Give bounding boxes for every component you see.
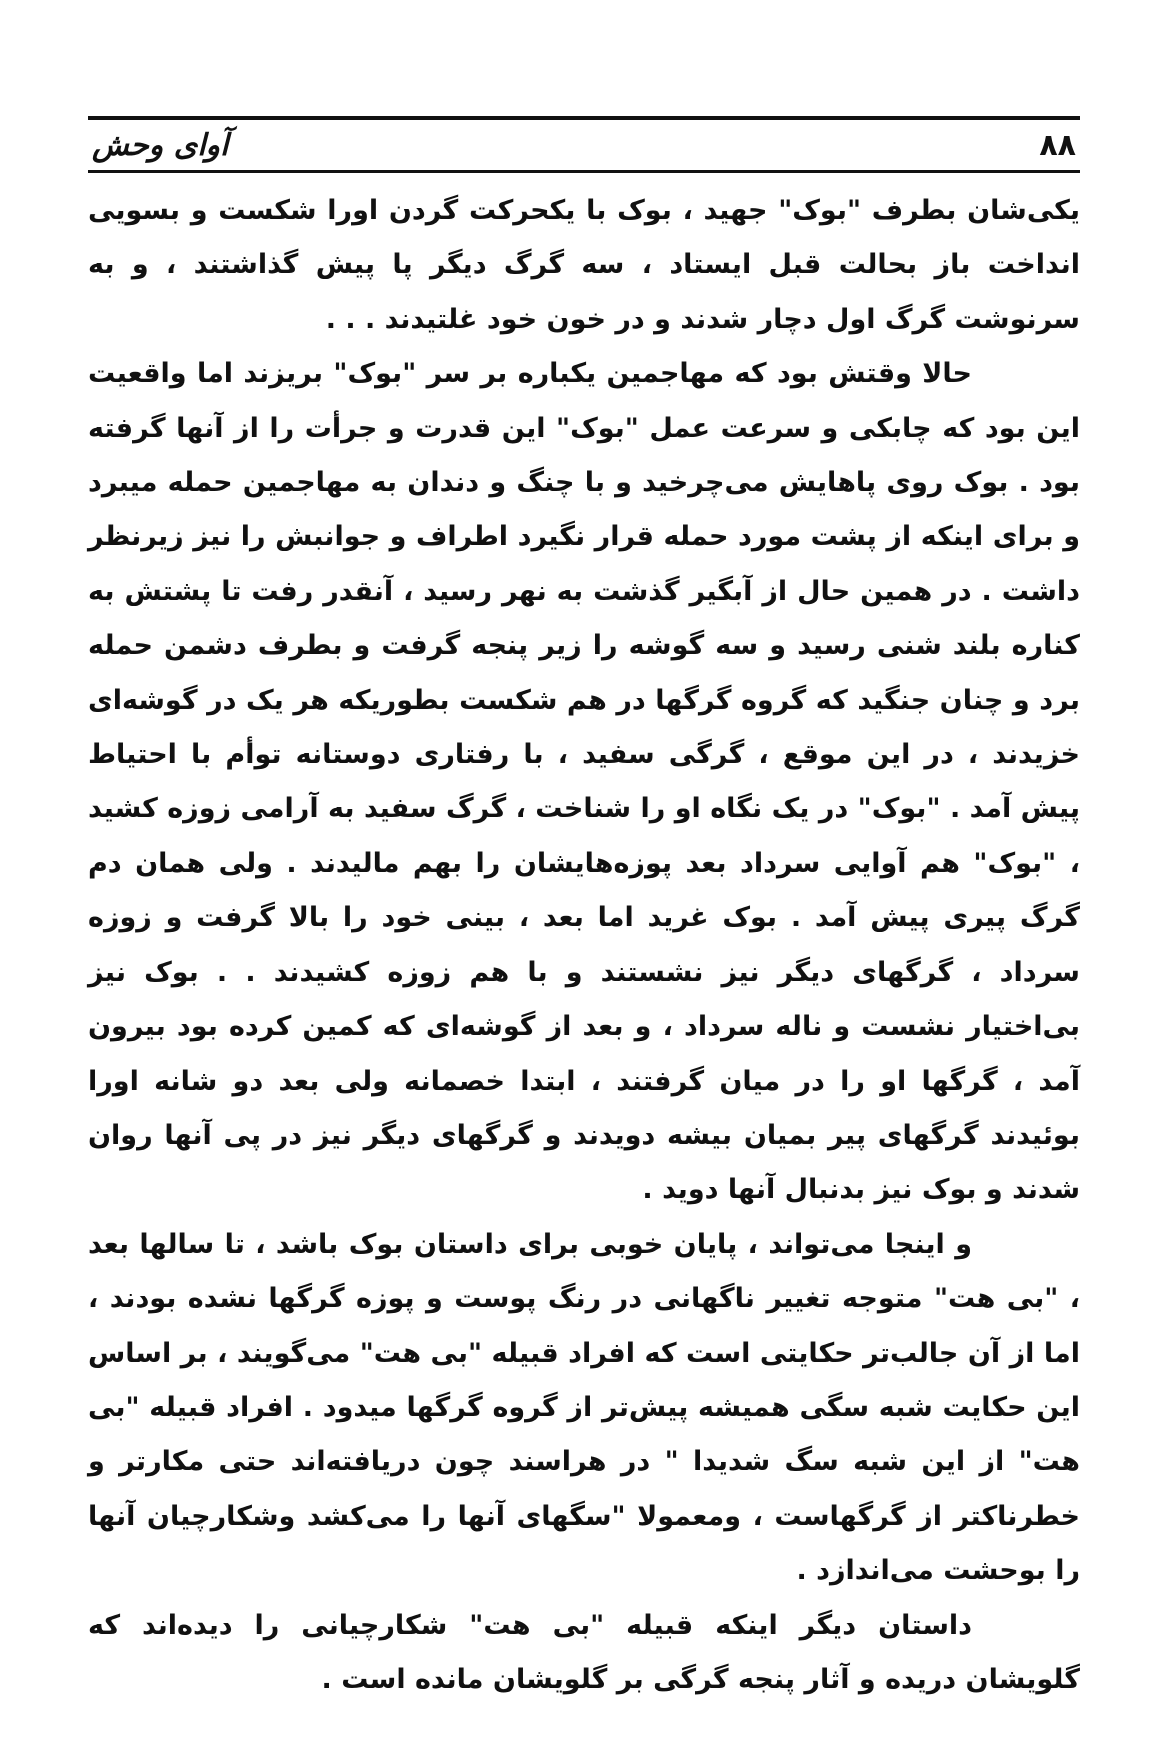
paragraph-2: حالا وقتش بود که مهاجمین یکباره بر سر "بوک" بریزند اما واقعیت این بود که چابکی و سرعت عمل "بوک" این قدرت و جرأت را از آنها گرفته بود . بوک روی پاهایش می‌چرخید و با چنگ و دندان به مهاجمین حمله میبرد و برای اینکه از پشت مورد حمله قرار نگیرد اطراف و جوانبش را نیز زیرنظر داشت . در همین حال از آبگیر گذشت به نهر رسید ، آنقدر رفت تا پشتش به کناره بلند شنی رسید و سه گوشه را زیر پنجه گرفت و بطرف دشمن حمله برد و چنان جنگید که گروه گرگها در هم شکست بطوریکه هر یک در گوشه‌ای خزیدند ، در این موقع ، گرگی سفید ، با رفتاری دوستانه توأم با احتیاط پیش آمد . "بوک" در یک نگاه او را شناخت ، گرگ سفید به آرامی زوزه کشید ، "بوک" هم آوایی سرداد بعد پوزه‌هایشان را بهم مالیدند . ولی همان دم گرگ پیری پیش آمد . بوک غرید اما بعد ، بینی خود را بالا گرفت و زوزه سرداد ، گرگهای دیگر نیز نشستند و با هم زوزه کشیدند . . بوک نیز بی‌اختیار نشست و ناله سرداد ، و بعد از گوشه‌ای که کمین کرده بود بیرون آمد ، گرگها او را در میان گرفتند ، ابتدا خصمانه ولی بعد دو شانه اورا بوئیدند گرگهای پیر بمیان بیشه دویدند و گرگهای دیگر نیز در پی آنها روان شدند و بوک نیز بدنبال آنها دوید . (88, 358, 1080, 1206)
page-number: ۸۸ (1039, 128, 1076, 163)
paragraph-3: و اینجا می‌تواند ، پایان خوبی برای داستان بوک باشد ، تا سالها بعد ، "بی هت" متوجه تغییر ناگهانی در رنگ پوست و پوزه گرگها نشده بودند ، اما از آن جالب‌تر حکایتی است که افراد قبیله "بی هت" می‌گویند ، بر اساس این حکایت شبه سگی همیشه پیش‌تر از گروه گرگها میدود . افراد قبیله "بی هت" از این شبه سگ شدیدا " در هراسند چون دریافته‌اند حتی مکارتر و خطرناکتر از گرگهاست ، ومعمولا "سگهای آنها را می‌کشد وشکارچیان آنها را بوحشت می‌اندازد . (88, 1228, 1080, 1587)
paragraph-4: داستان دیگر اینکه قبیله "بی هت" شکارچیانی را دیده‌اند که گلویشان دریده و آثار پنجه گرگی بر گلویشان مانده است . (88, 1609, 1080, 1695)
running-title: آوای وحش (92, 128, 229, 163)
body-text (88, 184, 1080, 1707)
page-header (88, 122, 1080, 168)
book-page (88, 108, 1080, 1708)
header-rule-top (88, 116, 1080, 120)
paragraph-1: یکی‌شان بطرف "بوک" جهید ، بوک با یکحرکت گردن اورا شکست و بسویی انداخت باز بحالت قبل ایستاد ، سه گرگ دیگر پا پیش گذاشتند ، و به سرنوشت گرگ اول دچار شدند و در خون خود غلتیدند . . . (88, 195, 1080, 335)
header-rule-bottom (88, 170, 1080, 173)
